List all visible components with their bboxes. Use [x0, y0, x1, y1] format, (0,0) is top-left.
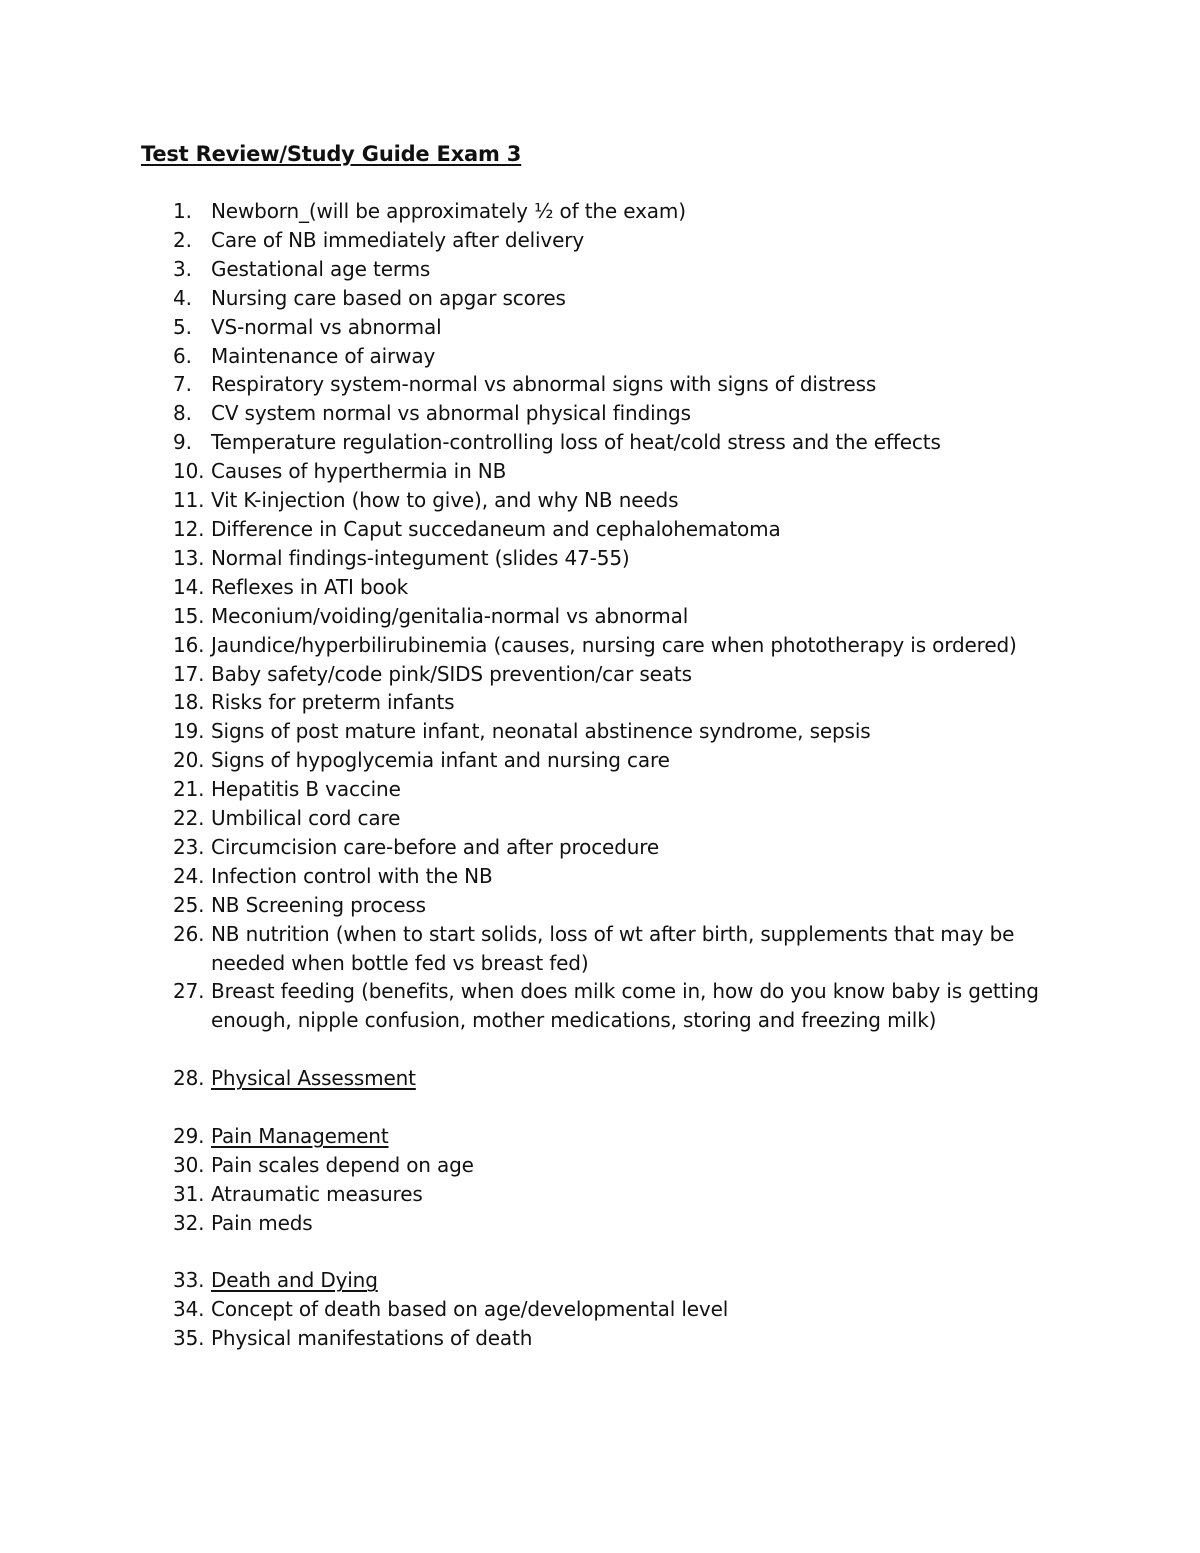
- item-text: Care of NB immediately after delivery: [211, 227, 585, 252]
- list-item: [173, 1180, 1073, 1209]
- item-number: 31.: [173, 1181, 205, 1206]
- item-text: Gestational age terms: [211, 256, 431, 281]
- item-text: Physical Assessment: [211, 1066, 416, 1091]
- item-number: 35.: [173, 1326, 205, 1351]
- item-number: 21.: [173, 777, 205, 802]
- item-number: 13.: [173, 545, 205, 570]
- item-number: 10.: [173, 459, 205, 484]
- item-text: Signs of hypoglycemia infant and nursing care: [211, 748, 670, 773]
- item-text: CV system normal vs abnormal physical findings: [211, 401, 691, 426]
- list-item: [173, 775, 1073, 804]
- list-item: [173, 255, 1073, 284]
- item-text: Atraumatic measures: [211, 1181, 423, 1206]
- list-item: [173, 197, 1073, 226]
- item-number: 28.: [173, 1066, 205, 1091]
- item-number: 26.: [173, 921, 205, 946]
- item-text: Meconium/voiding/genitalia-normal vs abnormal: [211, 603, 689, 628]
- item-number: 18.: [173, 690, 205, 715]
- section-spacer: [173, 1035, 1073, 1064]
- item-number: 20.: [173, 748, 205, 773]
- item-text: Pain scales depend on age: [211, 1152, 474, 1177]
- list-item: [173, 804, 1073, 833]
- list-item: [173, 746, 1073, 775]
- item-number: 2.: [173, 227, 192, 252]
- item-text: Risks for preterm infants: [211, 690, 455, 715]
- list-item: [173, 977, 1073, 1035]
- list-item: [173, 1209, 1073, 1238]
- item-text: Newborn_(will be approximately ½ of the exam): [211, 199, 686, 223]
- item-number: 22.: [173, 806, 205, 831]
- item-text: Infection control with the NB: [211, 863, 493, 888]
- item-number: 32.: [173, 1210, 205, 1235]
- item-number: 23.: [173, 834, 205, 859]
- item-text: Reflexes in ATI book: [211, 574, 409, 599]
- list-item: [173, 660, 1073, 689]
- item-number: 19.: [173, 719, 205, 744]
- list-item: [173, 544, 1073, 573]
- item-number: 27.: [173, 979, 205, 1004]
- item-number: 34.: [173, 1297, 205, 1322]
- item-text: Nursing care based on apgar scores: [211, 285, 566, 310]
- item-number: 14.: [173, 574, 205, 599]
- section-heading-death-and-dying: [173, 1266, 1073, 1295]
- list-item: [173, 833, 1073, 862]
- list-item: [173, 226, 1073, 255]
- item-text: Umbilical cord care: [211, 806, 401, 831]
- item-number: 33.: [173, 1268, 205, 1293]
- section-spacer: [173, 1238, 1073, 1267]
- list-item: [173, 688, 1073, 717]
- item-text: Pain meds: [211, 1210, 313, 1235]
- section-heading-pain-management: [173, 1122, 1073, 1151]
- list-item: [173, 428, 1073, 457]
- item-text: Breast feeding (benefits, when does milk come in, how do you know baby is getting enough, nipple confusion, mother medications, storing and freezing milk): [211, 979, 1039, 1033]
- item-text: VS-normal vs abnormal: [211, 314, 442, 339]
- list-item: [173, 370, 1073, 399]
- item-text: Concept of death based on age/developmental level: [211, 1297, 729, 1322]
- item-number: 8.: [173, 401, 192, 426]
- list-item: [173, 717, 1073, 746]
- section-spacer: [173, 1093, 1073, 1122]
- section-heading-physical-assessment: [173, 1064, 1073, 1093]
- item-number: 9.: [173, 430, 192, 455]
- list-item: [173, 573, 1073, 602]
- item-number: 3.: [173, 256, 192, 281]
- item-text: Vit K-injection (how to give), and why NB needs: [211, 488, 679, 513]
- study-guide-list: [173, 197, 1073, 1353]
- item-text: Baby safety/code pink/SIDS prevention/car seats: [211, 661, 692, 686]
- item-number: 30.: [173, 1152, 205, 1177]
- list-item: [173, 920, 1073, 978]
- item-text: Causes of hyperthermia in NB: [211, 459, 507, 484]
- item-text: Maintenance of airway: [211, 343, 436, 368]
- item-text: Temperature regulation-controlling loss of heat/cold stress and the effects: [211, 430, 941, 455]
- item-number: 6.: [173, 343, 192, 368]
- item-number: 17.: [173, 661, 205, 686]
- item-number: 7.: [173, 372, 192, 397]
- item-text: Difference in Caput succedaneum and cephalohematoma: [211, 516, 781, 541]
- item-number: 15.: [173, 603, 205, 628]
- item-number: 24.: [173, 863, 205, 888]
- list-item: [173, 284, 1073, 313]
- list-item: [173, 399, 1073, 428]
- list-item: [173, 1324, 1073, 1353]
- item-text: Respiratory system-normal vs abnormal signs with signs of distress: [211, 372, 877, 397]
- item-number: 12.: [173, 516, 205, 541]
- item-number: 4.: [173, 285, 192, 310]
- item-text: Jaundice/hyperbilirubinemia (causes, nursing care when phototherapy is ordered): [211, 632, 1017, 657]
- item-text: NB Screening process: [211, 892, 426, 917]
- document-title: Test Review/Study Guide Exam 3: [141, 142, 522, 166]
- list-item: [173, 313, 1073, 342]
- item-number: 5.: [173, 314, 192, 339]
- item-number: 29.: [173, 1123, 205, 1148]
- list-item: [173, 342, 1073, 371]
- list-item: [173, 486, 1073, 515]
- item-text: Circumcision care-before and after procedure: [211, 834, 660, 859]
- list-item: [173, 1295, 1073, 1324]
- item-text: Pain Management: [211, 1123, 389, 1148]
- item-number: 25.: [173, 892, 205, 917]
- item-text: Death and Dying: [211, 1268, 378, 1293]
- item-text: Physical manifestations of death: [211, 1326, 533, 1351]
- item-number: 11.: [173, 488, 205, 513]
- item-number: 1.: [173, 199, 192, 223]
- list-item: [173, 631, 1073, 660]
- list-item: [173, 862, 1073, 891]
- item-text: Hepatitis B vaccine: [211, 777, 401, 802]
- list-item: [173, 891, 1073, 920]
- list-item: [173, 602, 1073, 631]
- list-item: [173, 515, 1073, 544]
- item-text: NB nutrition (when to start solids, loss of wt after birth, supplements that may be needed when bottle fed vs breast fed): [211, 921, 1015, 975]
- item-text: Signs of post mature infant, neonatal abstinence syndrome, sepsis: [211, 719, 871, 744]
- item-number: 16.: [173, 632, 205, 657]
- item-text: Normal findings-integument (slides 47-55): [211, 545, 630, 570]
- list-item: [173, 1151, 1073, 1180]
- list-item: [173, 457, 1073, 486]
